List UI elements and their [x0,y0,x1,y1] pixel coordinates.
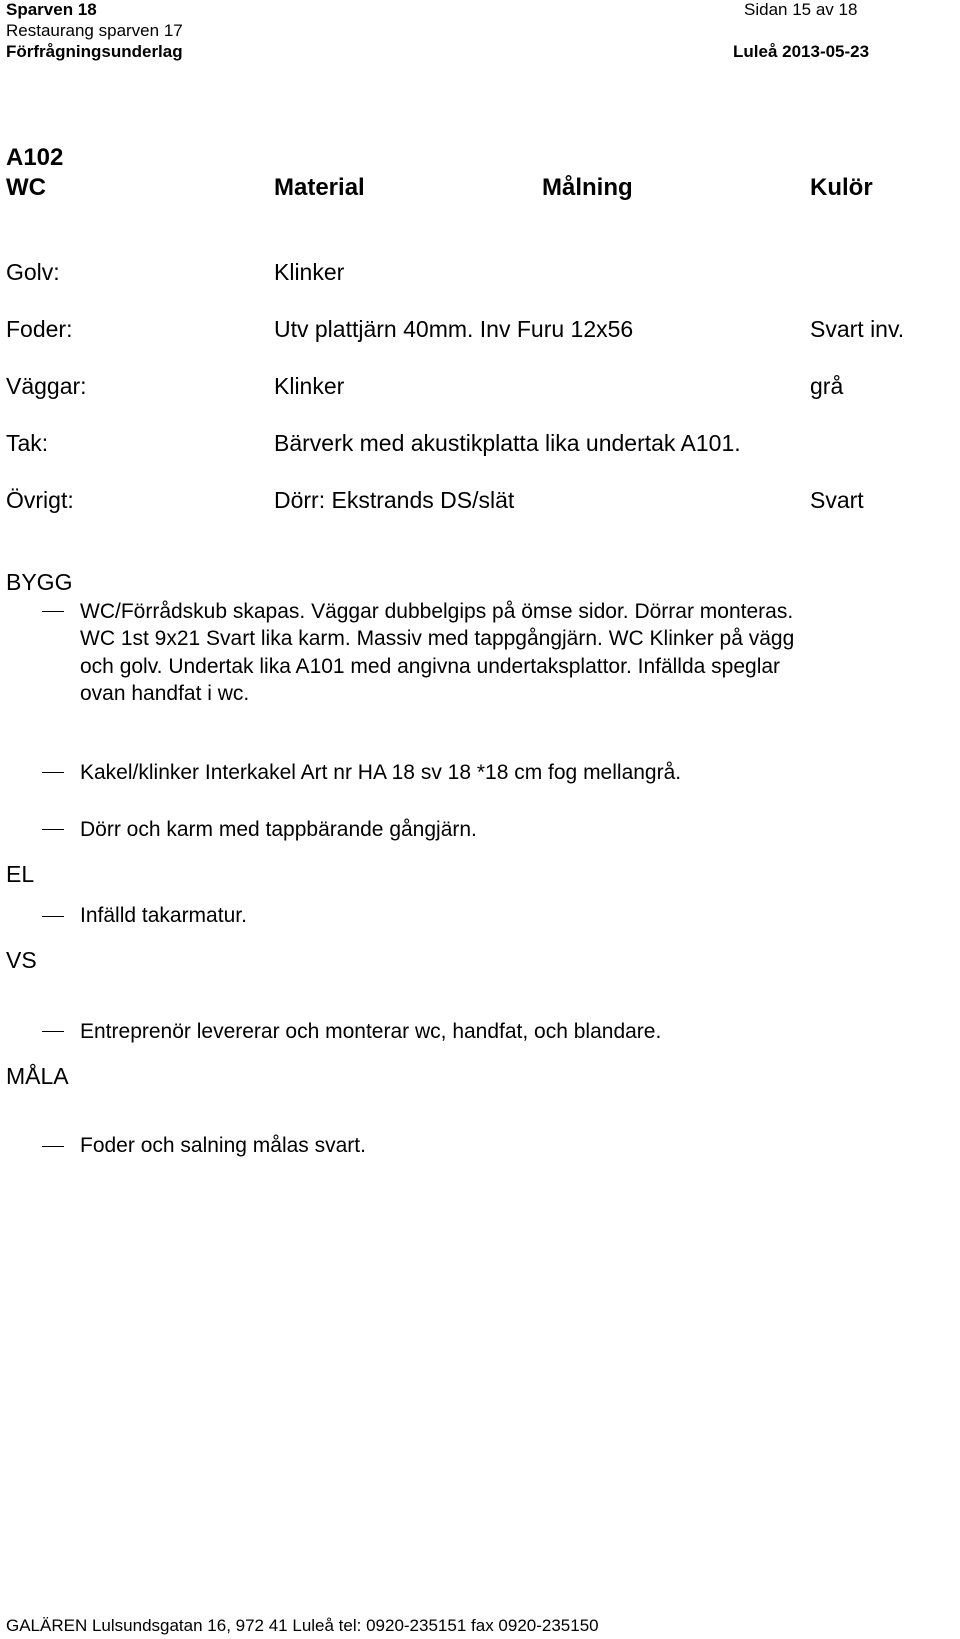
section-el: EL [6,861,35,887]
row-label-golv: Golv: [6,259,60,285]
row-material-vaggar: Klinker [274,373,345,399]
el-bullet-1: Infälld takarmatur. [80,904,247,927]
bygg-bullet-1-line-1: WC/Förrådskub skapas. Väggar dubbelgips på ömse sidor. Dörrar monteras. [80,600,794,623]
section-bygg: BYGG [6,569,73,595]
bullet-dash [42,611,64,612]
room-code: A102 [6,144,64,171]
row-material-tak: Bärverk med akustikplatta lika undertak A101. [274,430,741,456]
page-number: Sidan 15 av 18 [744,0,858,19]
section-mala: MÅLA [6,1063,69,1089]
footer-address: GALÄREN Lulsundsgatan 16, 972 41 Luleå tel: 0920-235151 fax 0920-235150 [6,1616,599,1635]
column-material: Material [274,174,365,201]
row-label-ovrigt: Övrigt: [6,487,74,513]
column-color: Kulör [810,174,873,201]
bygg-bullet-2: Kakel/klinker Interkakel Art nr HA 18 sv 18 *18 cm fog mellangrå. [80,761,682,784]
row-material-foder: Utv plattjärn 40mm. Inv Furu 12x56 [274,316,634,342]
mala-bullet-1: Foder och salning målas svart. [80,1134,366,1157]
section-vs: VS [6,947,37,973]
place-date: Luleå 2013-05-23 [733,42,870,61]
bygg-bullet-1-line-3: och golv. Undertak lika A101 med angivna undertaksplattor. Infällda speglar [80,655,781,678]
bygg-bullet-1-line-2: WC 1st 9x21 Svart lika karm. Massiv med tappgångjärn. WC Klinker på vägg [80,627,795,650]
bullet-dash [42,829,64,830]
vs-bullet-1: Entreprenör levererar och monterar wc, handfat, och blandare. [80,1020,662,1043]
doc-type: Förfrågningsunderlag [6,42,183,61]
row-color-ovrigt: Svart [810,487,864,513]
row-color-vaggar: grå [810,373,844,399]
bullet-dash [42,1031,64,1032]
row-material-golv: Klinker [274,259,345,285]
row-label-vaggar: Väggar: [6,373,87,399]
row-color-foder: Svart inv. [810,316,905,342]
row-material-ovrigt: Dörr: Ekstrands DS/slät [274,487,515,513]
project-name: Sparven 18 [6,0,97,19]
bygg-bullet-3: Dörr och karm med tappbärande gångjärn. [80,818,477,841]
bullet-dash [42,772,64,773]
column-paint: Målning [542,174,633,201]
row-label-foder: Foder: [6,316,73,342]
room-name: WC [6,174,46,201]
bullet-dash [42,1146,64,1147]
row-label-tak: Tak: [6,430,49,456]
header-subtitle: Restaurang sparven 17 [6,21,183,40]
bygg-bullet-1-line-4: ovan handfat i wc. [80,682,250,705]
bullet-dash [42,916,64,917]
